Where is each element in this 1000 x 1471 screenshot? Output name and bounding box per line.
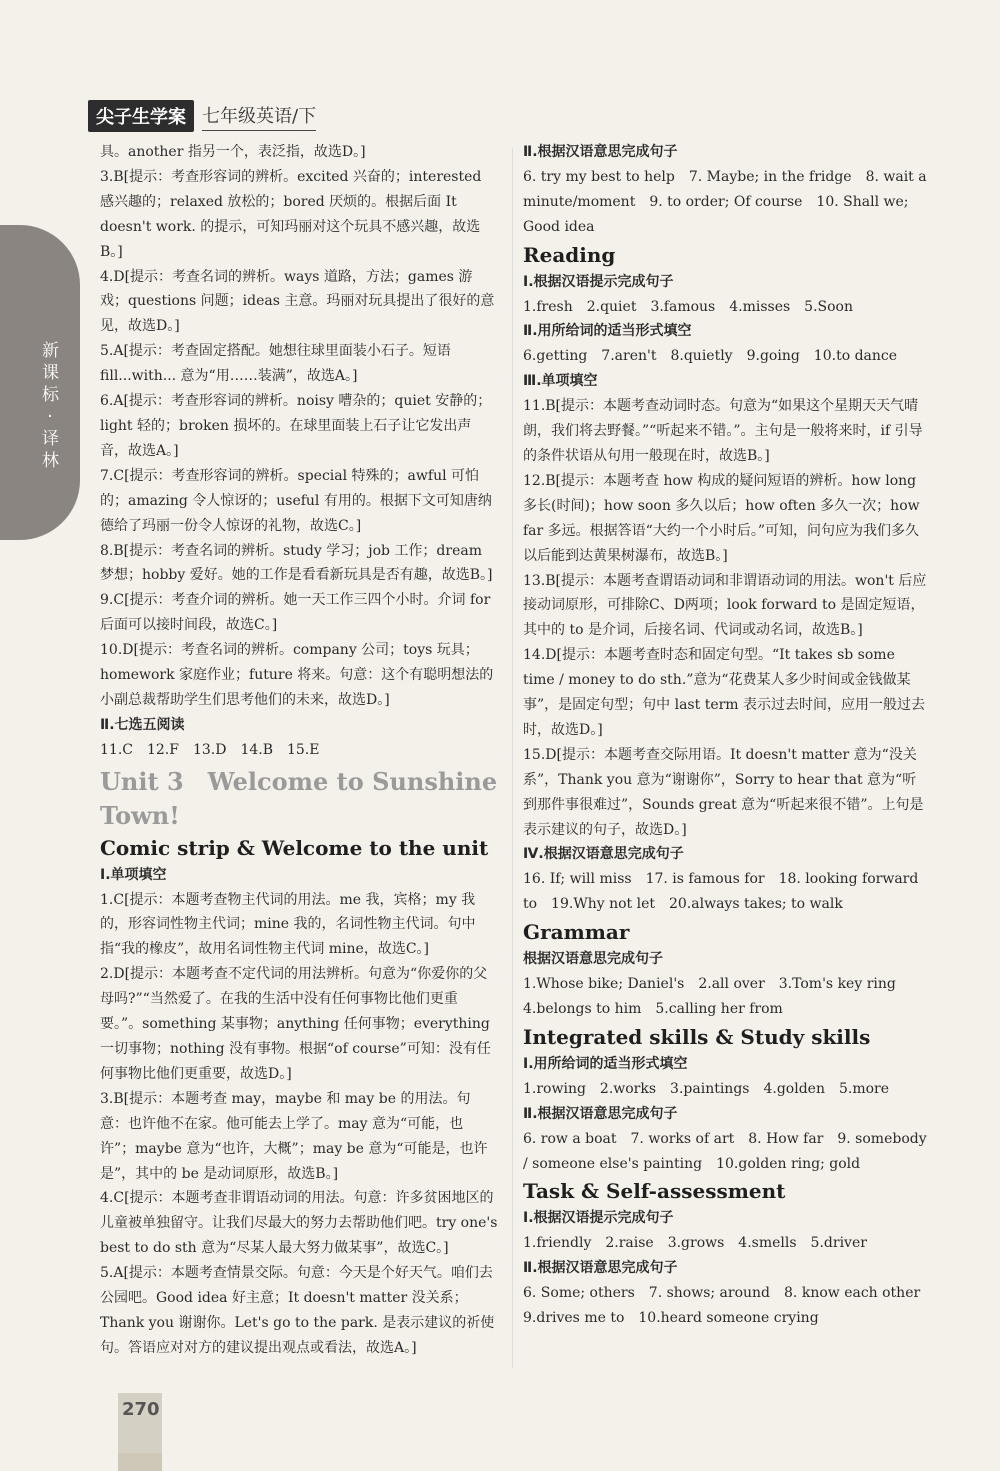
answer-item: 4.D[提示：考查名词的辨析。ways 道路，方法；games 游戏；questions 问题；ideas 主意。玛丽对玩具提出了很好的意见，故选D。] [100, 268, 495, 335]
answer-item: 4.C[提示：本题考查非谓语动词的用法。句意：许多贫困地区的儿童被单独留守。让我们尽最大的努力去帮助他们吧。try one's best to do sth 意为“尽某人最大努力做某事”，故选C。] [100, 1190, 498, 1257]
book-series-badge: 尖子生学案 [88, 100, 194, 132]
lesson-title: Grammar [523, 920, 630, 945]
answer-item: 5.A[提示：考查固定搭配。她想往球里面装小石子。短语 fill...with... 意为“用……装满”，故选A。] [100, 343, 451, 385]
section-heading: Ⅱ.用所给词的适当形式填空 [523, 323, 692, 340]
answer-item: 6. row a boat 7. works of art 8. How far 9. somebody / someone else's painting 10.golden ring; gold [523, 1130, 927, 1172]
answer-item: 具。another 指另一个，表泛指，故选D。] [100, 144, 366, 160]
answer-item: 5.A[提示：本题考查情景交际。句意：今天是个好天气。咱们去公园吧。Good idea 好主意；It doesn't matter 没关系；Thank you 谢谢你。Let's go to the park. 是表示建议的祈使句。答语应对对方的建议提出观点或看法，故选A。] [100, 1265, 495, 1356]
answer-item: 1.rowing 2.works 3.paintings 4.golden 5.more [523, 1080, 890, 1097]
answer-item: 9.C[提示：考查介词的辨析。她一天工作三四个小时。介词 for 后面可以接时间段，故选C。] [100, 592, 491, 634]
lesson-title: Reading [523, 242, 616, 267]
section-heading: Ⅲ.单项填空 [523, 373, 598, 390]
page-number: 270 [118, 1393, 162, 1453]
answer-item: 1.C[提示：本题考查物主代词的用法。me 我，宾格；my 我的，形容词性物主代词；mine 我的，名词性物主代词。句中指“我的橡皮”，故用名词性物主代词 mine，故选C。] [100, 891, 476, 958]
answer-item: 8.B[提示：考查名词的辨析。study 学习；job 工作；dream 梦想；hobby 爱好。她的工作是看看新玩具是否有趣，故选B。] [100, 542, 493, 584]
answer-item: 6.getting 7.aren't 8.quietly 9.going 10.to dance [523, 348, 898, 365]
section-heading: Ⅰ.单项填空 [100, 866, 167, 883]
side-tab [0, 225, 80, 540]
answer-item: 16. If; will miss 17. is famous for 18. looking forward to 19.Why not let 20.always takes; to walk [523, 871, 919, 913]
lesson-title: Comic strip & Welcome to the unit [100, 835, 489, 860]
answer-item: 2.D[提示：本题考查不定代词的用法辨析。句意为“你爱你的父母吗?”“当然爱了。在我的生活中没有任何事物比他们更重要。”。something 某事物；anything 任何事物；everything 一切事物；nothing 没有事物。根据“of course”可知：没有任何事物比他们更重要，故选D。] [100, 966, 491, 1082]
unit-title: Unit 3 Welcome to Sunshine Town! [100, 766, 498, 830]
answer-item: 7.C[提示：考查形容词的辨析。special 特殊的；awful 可怕的；amazing 令人惊讶的；useful 有用的。根据下文可知唐纳德给了玛丽一份令人惊讶的礼物，故选C。] [100, 467, 492, 534]
answer-item: 11.B[提示：本题考查动词时态。句意为“如果这个星期天天气晴朗，我们将去野餐。”“听起来不错。”。主句是一般将来时，if 引导的条件状语从句用一般现在时，故选B。] [523, 398, 923, 464]
side-tab-label: 新课标·译林 [42, 341, 59, 471]
answer-item: 3.B[提示：考查形容词的辨析。excited 兴奋的；interested 感兴趣的；relaxed 放松的；bored 厌烦的。根据后面 It doesn't work. 的提示，可知玛丽对这个玩具不感兴趣，故选B。] [100, 168, 482, 260]
section-heading: 根据汉语意思完成句子 [523, 951, 663, 968]
answer-item: 12.B[提示：本题考查 how 构成的疑问短语的辨析。how long 多长(时间)；how soon 多久以后；how often 多久一次；how far 多远。根据答语“大约一个小时后。”可知，问句应为我们多久以后能到达黄果树瀑布，故选B。] [523, 472, 920, 564]
answer-item: 6. try my best to help 7. Maybe; in the fridge 8. wait a minute/moment 9. to order; Of course 10. Shall we; Good idea [523, 168, 927, 235]
column-divider [512, 148, 513, 1368]
answer-item: 6.A[提示：考查形容词的辨析。noisy 嘈杂的；quiet 安静的；light 轻的；broken 损坏的。在球里面装上石子让它发出声音，故选A。] [100, 393, 492, 459]
section-heading: Ⅰ.根据汉语提示完成句子 [523, 1210, 674, 1227]
answer-item: 14.D[提示：本题考查时态和固定句型。“It takes sb some time / money to do sth.”意为“花费某人多少时间或金钱做某事”，是固定句型；句中 last term 表示过去时间，应用一般过去时，故选D。] [523, 647, 926, 738]
lesson-title: Integrated skills & Study skills [523, 1024, 871, 1049]
answer-item: 15.D[提示：本题考查交际用语。It doesn't matter 意为“没关系”，Thank you 意为“谢谢你”，Sorry to hear that 意为“听到那件事很难过”，Sounds great 意为“听起来很不错”。上句是表示建议的句子，故选D。] [523, 746, 924, 838]
answer-item: 11.C 12.F 13.D 14.B 15.E [100, 741, 320, 758]
answer-item: 1.Whose bike; Daniel's 2.all over 3.Tom's key ring 4.belongs to him 5.calling her from [523, 976, 910, 1017]
answer-item: 13.B[提示：本题考查谓语动词和非谓语动词的用法。won't 后应接动词原形，可排除C、D两项；look forward to 是固定短语，其中的 to 是介词，后接名词、代词或动名词，故选B。] [523, 572, 927, 639]
section-heading: Ⅱ.根据汉语意思完成句子 [523, 1260, 678, 1277]
answer-item: 3.B[提示：本题考查 may，maybe 和 may be 的用法。句意：也许他不在家。他可能去上学了。may 意为“可能，也许”；maybe 意为“也许，大概”；may be 意为“可能是，也许是”，其中的 be 是动词原形，故选B。] [100, 1090, 488, 1182]
lesson-title: Task & Self-assessment [523, 1179, 786, 1204]
section-heading: Ⅱ.根据汉语意思完成句子 [523, 1105, 678, 1122]
section-heading: Ⅳ.根据汉语意思完成句子 [523, 846, 684, 863]
answer-item: 1.friendly 2.raise 3.grows 4.smells 5.driver [523, 1235, 867, 1252]
section-heading: Ⅰ.用所给词的适当形式填空 [523, 1055, 688, 1072]
book-title: 七年级英语/下 [202, 102, 316, 131]
right-column [523, 140, 935, 1331]
answer-item: 1.fresh 2.quiet 3.famous 4.misses 5.Soon [523, 298, 854, 315]
page-header [88, 101, 316, 131]
answer-item: 10.D[提示：考查名词的辨析。company 公司；toys 玩具；homework 家庭作业；future 将来。句意：这个有聪明想法的小副总裁帮助学生们思考他们的未来，故选D。] [100, 642, 494, 708]
section-heading: Ⅰ.根据汉语提示完成句子 [523, 273, 674, 290]
section-heading: Ⅱ.根据汉语意思完成句子 [523, 144, 678, 160]
section-heading: Ⅱ.七选五阅读 [100, 716, 185, 733]
left-column [100, 140, 498, 1361]
answer-item: 6. Some; others 7. shows; around 8. know each other 9.drives me to 10.heard someone crying [523, 1285, 935, 1327]
